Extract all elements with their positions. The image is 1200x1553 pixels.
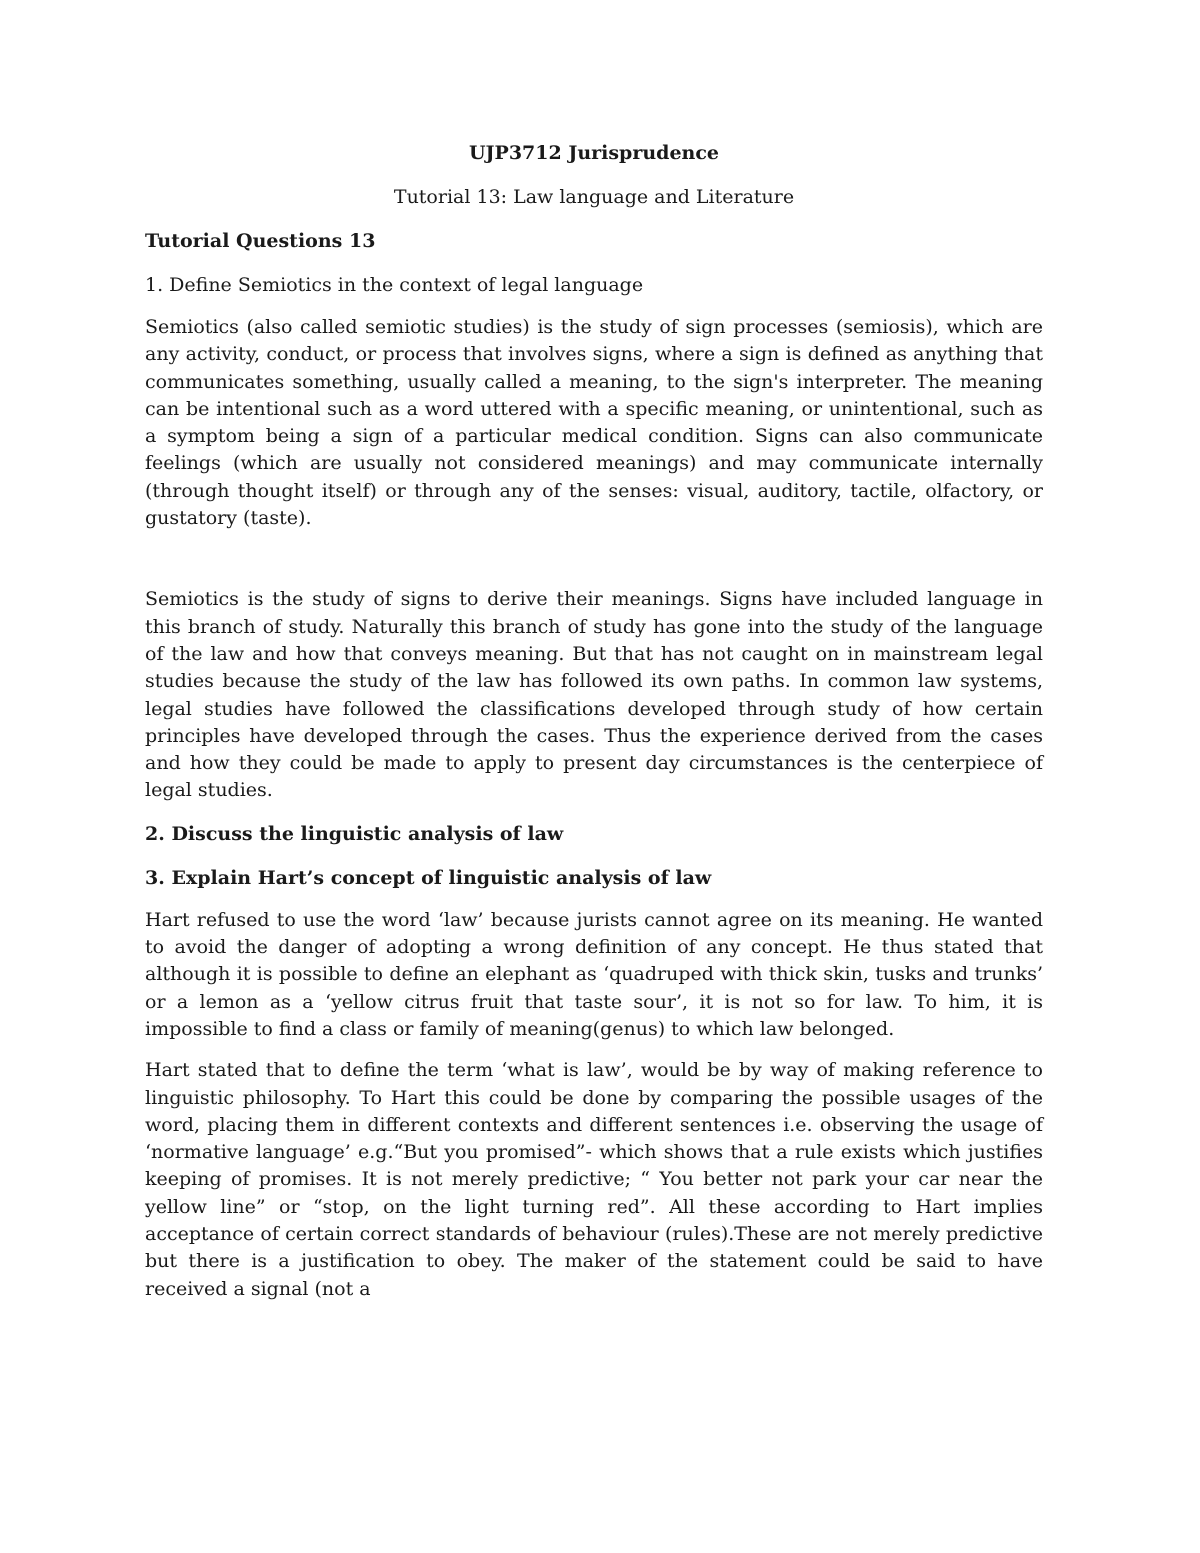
- document-subtitle: Tutorial 13: Law language and Literature: [393, 186, 795, 208]
- document-page: [145, 138, 1043, 1317]
- question-2: 2. Discuss the linguistic analysis of law: [145, 822, 564, 845]
- section-heading: Tutorial Questions 13: [145, 230, 376, 252]
- question-3: 3. Explain Hart’s concept of linguistic analysis of law: [145, 866, 712, 889]
- answer-3-paragraph-1: Hart refused to use the word ‘law’ because jurists cannot agree on its meaning. He wanted to avoid the danger of adopting a wrong definition of any concept. He thus stated that although it is possible to define an elephant as ‘quadruped with thick skin, tusks and trunks’ or a lemon as a ‘yellow citrus fruit that taste sour’, it is not so for law. To him, it is impossible to find a class or family of meaning(genus) to which law belonged.: [145, 908, 1043, 1040]
- answer-3-paragraph-2: Hart stated that to define the term ‘what is law’, would be by way of making reference to linguistic philosophy. To Hart this could be done by comparing the possible usages of the word, placing them in different contexts and different sentences i.e. observing the usage of ‘normative language’ e.g.“But you promised”- which shows that a rule exists which justifies keeping of promises. It is not merely predictive; “ You better not park your car near the yellow line” or “stop, on the light turning red”. All these according to Hart implies acceptance of certain correct standards of behaviour (rules).These are not merely predictive but there is a justification to obey. The maker of the statement could be said to have received a signal (not a: [145, 1059, 1043, 1300]
- answer-1-paragraph-1: Semiotics (also called semiotic studies) is the study of sign processes (semiosis), which are any activity, conduct, or process that involves signs, where a sign is defined as anything that communicates something, usually called a meaning, to the sign's interpreter. The meaning can be intentional such as a word uttered with a specific meaning, or unintentional, such as a symptom being a sign of a particular medical condition. Signs can also communicate feelings (which are usually not considered meanings) and may communicate internally (through thought itself) or through any of the senses: visual, auditory, tactile, olfactory, or gustatory (taste).: [145, 316, 1043, 530]
- document-title: UJP3712 Jurisprudence: [468, 142, 720, 164]
- answer-1-paragraph-2: Semiotics is the study of signs to derive their meanings. Signs have included language in this branch of study. Naturally this branch of study has gone into the study of the language of the law and how that conveys meaning. But that has not caught on in mainstream legal studies because the study of the law has followed its own paths. In common law systems, legal studies have followed the classifications developed through study of how certain principles have developed through the cases. Thus the experience derived from the cases and how they could be made to apply to present day circumstances is the centerpiece of legal studies.: [145, 588, 1043, 802]
- question-1: 1. Define Semiotics in the context of legal language: [145, 274, 644, 296]
